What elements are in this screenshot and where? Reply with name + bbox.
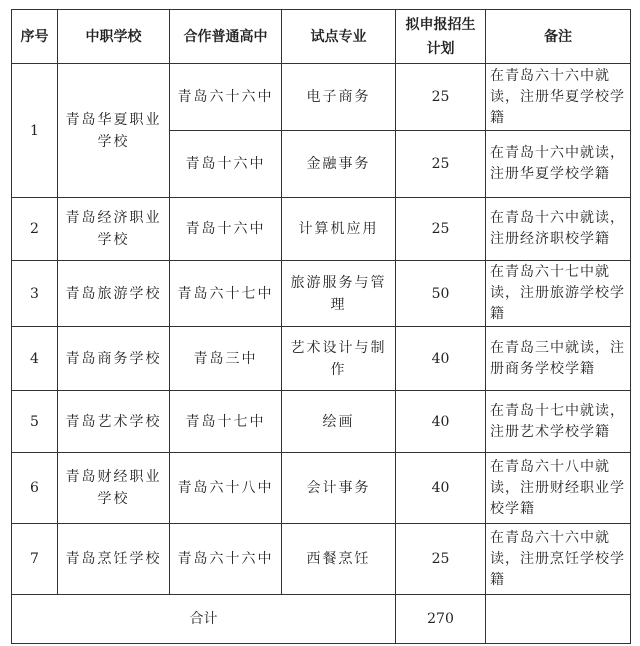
cell-partner: 青岛十六中 [170, 131, 282, 198]
cell-major: 绘画 [282, 391, 396, 453]
cell-note: 在青岛六十六中就读，注册烹饪学校学籍 [486, 524, 631, 595]
cell-major: 金融事务 [282, 131, 396, 198]
total-value: 270 [396, 595, 486, 644]
cell-note: 在青岛十六中就读，注册华夏学校学籍 [486, 131, 631, 198]
cell-plan: 40 [396, 327, 486, 391]
header-plan: 拟申报招生计划 [396, 10, 486, 64]
cell-school: 青岛旅游学校 [58, 261, 170, 327]
enrollment-plan-table [11, 9, 631, 644]
cell-partner: 青岛六十六中 [170, 64, 282, 131]
header-row [12, 10, 631, 64]
cell-seq: 1 [12, 64, 58, 198]
table-row [12, 261, 631, 327]
cell-seq: 2 [12, 198, 58, 261]
cell-seq: 3 [12, 261, 58, 327]
cell-plan: 25 [396, 131, 486, 198]
cell-school: 青岛财经职业学校 [58, 453, 170, 524]
cell-note: 在青岛六十七中就读，注册旅游学校学籍 [486, 261, 631, 327]
cell-major: 西餐烹饪 [282, 524, 396, 595]
cell-plan: 25 [396, 198, 486, 261]
cell-major: 电子商务 [282, 64, 396, 131]
header-note: 备注 [486, 10, 631, 64]
header-seq: 序号 [12, 10, 58, 64]
cell-partner: 青岛三中 [170, 327, 282, 391]
total-note [486, 595, 631, 644]
cell-partner: 青岛十六中 [170, 198, 282, 261]
cell-major: 会计事务 [282, 453, 396, 524]
cell-plan: 40 [396, 391, 486, 453]
cell-seq: 6 [12, 453, 58, 524]
cell-note: 在青岛十七中就读，注册艺术学校学籍 [486, 391, 631, 453]
cell-major: 计算机应用 [282, 198, 396, 261]
header-school: 中职学校 [58, 10, 170, 64]
table-row [12, 64, 631, 131]
cell-note: 在青岛六十八中就读，注册财经职业学校学籍 [486, 453, 631, 524]
cell-plan: 40 [396, 453, 486, 524]
header-partner: 合作普通高中 [170, 10, 282, 64]
cell-school: 青岛烹饪学校 [58, 524, 170, 595]
cell-major: 艺术设计与制作 [282, 327, 396, 391]
cell-school: 青岛经济职业学校 [58, 198, 170, 261]
cell-seq: 4 [12, 327, 58, 391]
total-row [12, 595, 631, 644]
cell-seq: 7 [12, 524, 58, 595]
cell-plan: 25 [396, 524, 486, 595]
cell-partner: 青岛六十七中 [170, 261, 282, 327]
total-label: 合计 [12, 595, 396, 644]
header-major: 试点专业 [282, 10, 396, 64]
cell-note: 在青岛十六中就读，注册经济职校学籍 [486, 198, 631, 261]
cell-school: 青岛艺术学校 [58, 391, 170, 453]
table-row [12, 453, 631, 524]
cell-note: 在青岛三中就读，注册商务学校学籍 [486, 327, 631, 391]
cell-plan: 25 [396, 64, 486, 131]
table-row [12, 391, 631, 453]
table-row [12, 524, 631, 595]
cell-partner: 青岛十七中 [170, 391, 282, 453]
cell-school: 青岛商务学校 [58, 327, 170, 391]
cell-note: 在青岛六十六中就读，注册华夏学校学籍 [486, 64, 631, 131]
cell-plan: 50 [396, 261, 486, 327]
cell-partner: 青岛六十六中 [170, 524, 282, 595]
table-row [12, 198, 631, 261]
table-row [12, 327, 631, 391]
cell-seq: 5 [12, 391, 58, 453]
cell-school: 青岛华夏职业学校 [58, 64, 170, 198]
cell-partner: 青岛六十八中 [170, 453, 282, 524]
cell-major: 旅游服务与管理 [282, 261, 396, 327]
